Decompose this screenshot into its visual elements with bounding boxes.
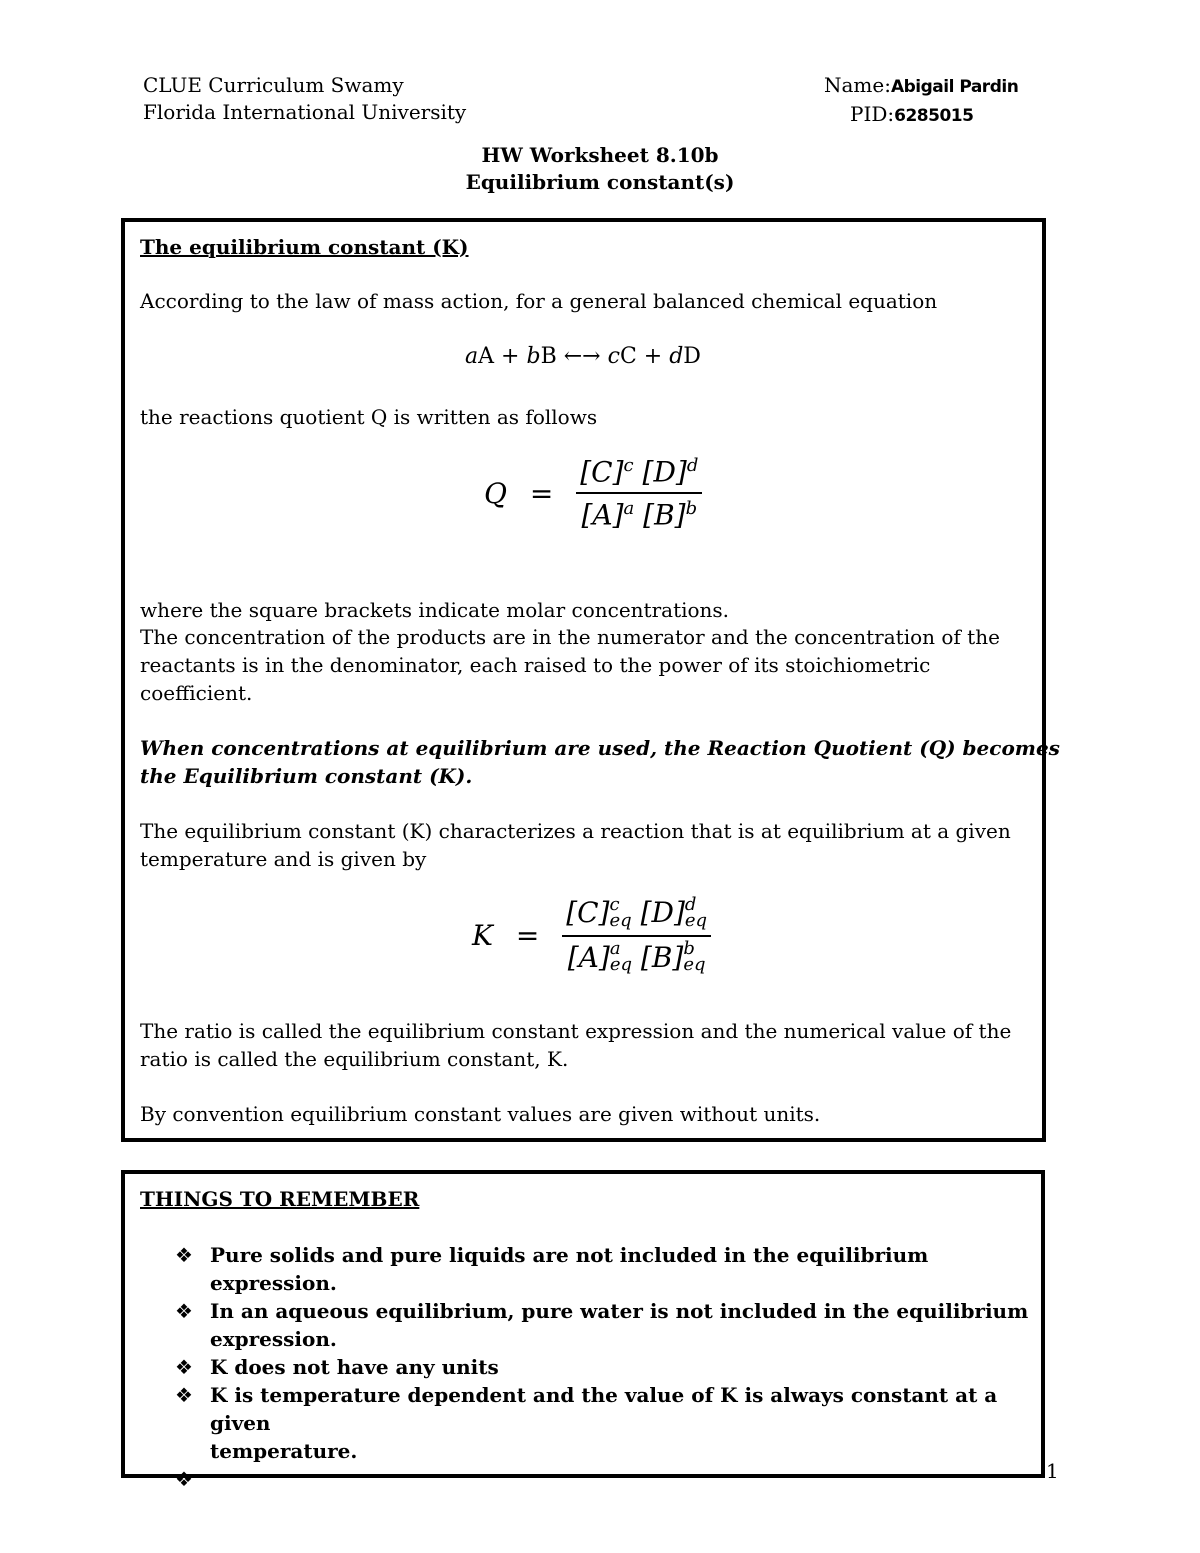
quotient-intro: the reactions quotient Q is written as follows [140, 405, 598, 429]
list-item: ❖ K is temperature dependent and the value of K is always constant at a given temperature. [175, 1383, 998, 1463]
para3-line2: ratio is called the equilibrium constant, K. [140, 1047, 569, 1071]
bullet-icon: ❖ [175, 1467, 193, 1491]
list-item: ❖ Pure solids and pure liquids are not included in the equilibrium expression. [175, 1243, 929, 1295]
emphasis-line2: the Equilibrium constant (K). [140, 764, 473, 788]
student-name: Abigail Pardin [890, 77, 1019, 97]
para2-line2: temperature and is given by [140, 847, 427, 871]
worksheet-title: HW Worksheet 8.10b [481, 143, 719, 167]
student-pid: 6285015 [894, 106, 974, 126]
intro-text: According to the law of mass action, for a general balanced chemical equation [140, 289, 938, 313]
box2-heading: THINGS TO REMEMBER [140, 1187, 420, 1211]
para1-line2: The concentration of the products are in the numerator and the concentration of the [140, 625, 1000, 649]
list-item [140, 1465, 1040, 1493]
worksheet-subtitle: Equilibrium constant(s) [465, 170, 735, 194]
para1-line4: coefficient. [140, 681, 253, 705]
name-label: Name: [824, 73, 891, 97]
bullet-icon: ❖ [175, 1243, 193, 1267]
equilibrium-constant-formula: K = [C] c eq [D] d eq [A] a eq [B] b eq [472, 896, 711, 975]
para2-line1: The equilibrium constant (K) characterizes a reaction that is at equilibrium at a given [140, 819, 1011, 843]
emphasis-line1: When concentrations at equilibrium are used, the Reaction Quotient (Q) becomes [140, 736, 1060, 760]
box1-heading: The equilibrium constant (K) [140, 235, 469, 259]
university-name: Florida International University [143, 100, 467, 124]
remember-list [140, 1241, 1040, 1493]
equilibrium-arrow: ←→ [556, 344, 608, 369]
bullet-icon: ❖ [175, 1383, 193, 1407]
page-number: 1 [1046, 1459, 1059, 1483]
pid-label: PID: [850, 102, 895, 126]
para3-line1: The ratio is called the equilibrium constant expression and the numerical value of the [140, 1019, 1012, 1043]
course-name: CLUE Curriculum Swamy [143, 73, 404, 97]
list-item: ❖ In an aqueous equilibrium, pure water is not included in the equilibrium expression. [175, 1299, 1029, 1351]
pid-line [850, 101, 973, 129]
para1-line3: reactants is in the denominator, each raised to the power of its stoichiometric [140, 653, 931, 677]
para1-line1: where the square brackets indicate molar concentrations. [140, 598, 730, 622]
name-line [824, 72, 1018, 100]
bullet-icon: ❖ [175, 1355, 193, 1379]
list-item: ❖ K does not have any units [175, 1355, 499, 1379]
bullet-icon: ❖ [175, 1299, 193, 1323]
reaction-quotient-formula: Q = $\frac{[C]^c [D]^d}{[A]^a [B]^b}$ [484, 455, 702, 532]
para4: By convention equilibrium constant values are given without units. [140, 1102, 821, 1126]
general-equation: aA + bB ←→ cC + dD [465, 344, 701, 369]
